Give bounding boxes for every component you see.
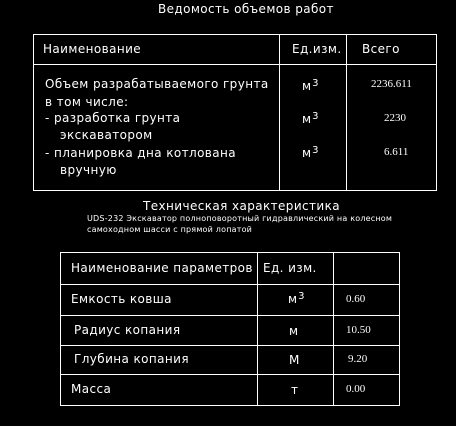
row-name: в том числе:: [45, 95, 129, 109]
table-border-right: [436, 34, 437, 191]
row-name: - разработка грунта: [45, 111, 181, 125]
header-unit: Ед.изм.: [292, 42, 342, 56]
param-value: 9.20: [348, 353, 368, 365]
tech-subtitle-line2: самоходном шасси с прямой лопатой: [87, 225, 253, 234]
param-value: 0.00: [346, 383, 366, 395]
param-value: 0.60: [346, 293, 366, 305]
table-border-bottom: [33, 190, 437, 191]
header-total: Всего: [362, 42, 400, 56]
row-name-continued: экскаватором: [60, 128, 153, 142]
table-column-divider: [279, 34, 280, 191]
param-unit: М: [289, 353, 300, 367]
table-column-divider: [257, 252, 258, 406]
row-unit: $м^3$: [302, 111, 319, 126]
table-column-divider: [333, 252, 334, 406]
table-border-top: [33, 34, 437, 35]
table-row-separator: [60, 374, 400, 375]
param-name: Емкость ковша: [71, 292, 172, 306]
table-row-separator: [60, 345, 400, 346]
row-value: 6.611: [384, 146, 409, 158]
header-param: Наименование параметров: [71, 261, 253, 275]
table-border-left: [33, 34, 34, 191]
tech-title: Техническая характеристика: [143, 199, 341, 213]
table-row-separator: [60, 284, 400, 285]
row-value: 2230: [384, 112, 406, 124]
table-border-right: [399, 252, 400, 406]
row-unit: $м^3$: [302, 145, 319, 160]
table-border-bottom: [60, 405, 400, 406]
row-name-continued: вручную: [60, 163, 117, 177]
table-column-divider: [346, 34, 347, 191]
param-value: 10.50: [346, 324, 371, 336]
param-name: Масса: [71, 382, 112, 396]
header-unit: Ед. изм.: [263, 261, 317, 275]
row-value: 2236.611: [371, 78, 412, 90]
table-header-separator: [33, 64, 437, 65]
volume-sheet-title: Ведомость объемов работ: [158, 2, 334, 16]
row-unit: $м^3$: [302, 78, 319, 93]
table-border-left: [60, 252, 61, 406]
param-unit: м: [289, 324, 299, 338]
row-name: Объем разрабатываемого грунта: [45, 77, 269, 91]
table-border-top: [60, 252, 400, 253]
param-name: Глубина копания: [74, 352, 189, 366]
param-name: Радиус копания: [74, 323, 181, 337]
param-unit: т: [291, 383, 298, 397]
param-unit: $м^3$: [288, 291, 305, 306]
table-row-separator: [60, 315, 400, 316]
header-name: Наименование: [43, 42, 142, 56]
row-name: - планировка дна котлована: [45, 146, 237, 160]
tech-subtitle-line1: UDS-232 Экскаватор полноповоротный гидравлический на колесном: [87, 214, 393, 223]
